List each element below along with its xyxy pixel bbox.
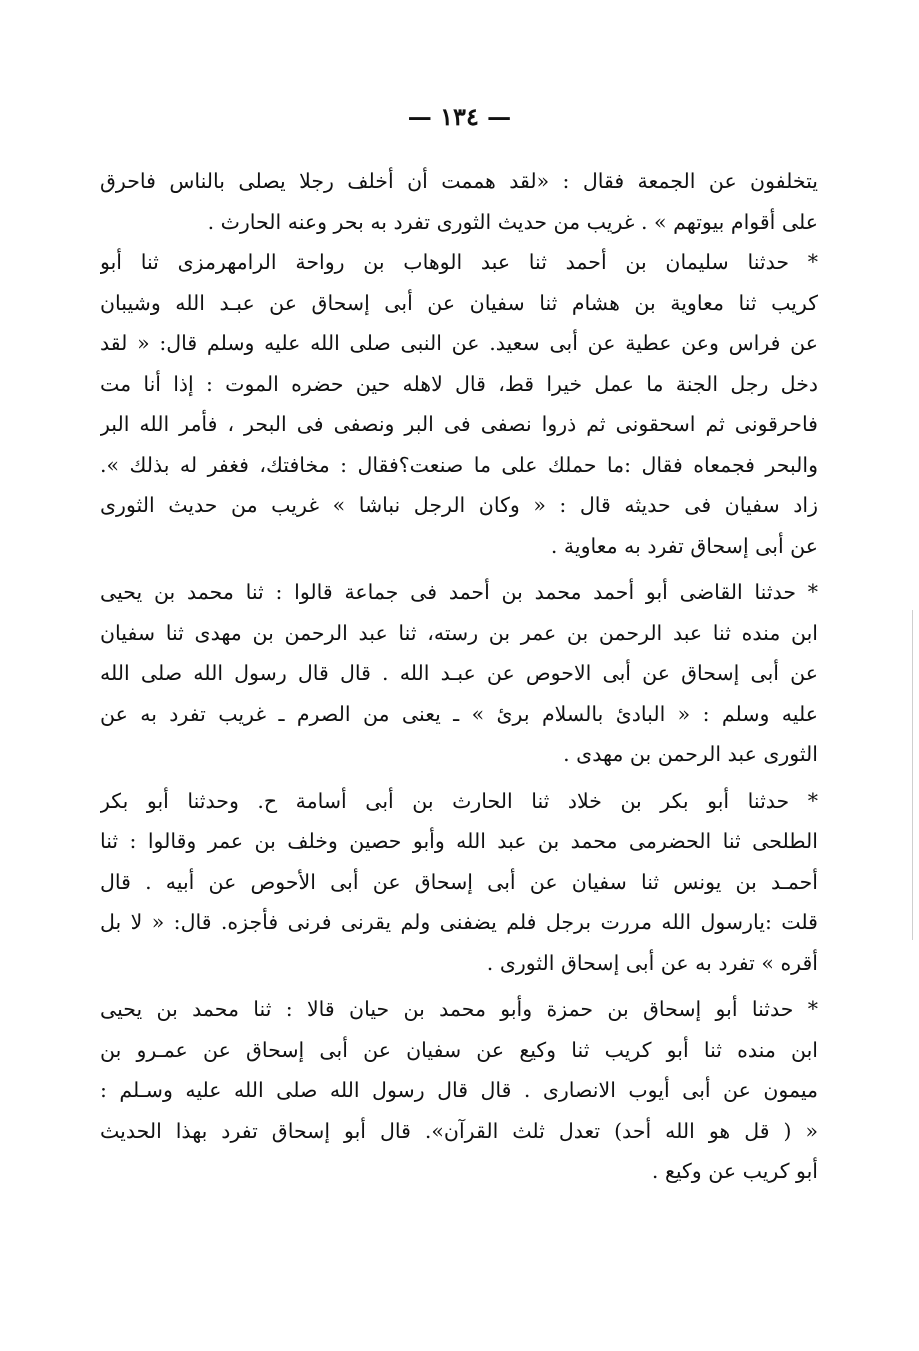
text-line: ميمون عن أبى أيوب الانصارى . قال قال رسول الله صلى الله عليه وسـلم :	[100, 1078, 818, 1102]
text-line: على أقوام بيوتهم » . غريب من حديث الثورى تفرد به بحر وعنه الحارث .	[207, 209, 818, 234]
text-line: زاد سفيان فى حديثه قال : « وكان الرجل نباشا » غريب من حديث الثورى	[100, 493, 818, 517]
text-line: « ( قل هو الله أحد) تعدل ثلث القرآن». قال أبو إسحاق تفرد بهذا الحديث	[100, 1118, 818, 1143]
text-line: ابن منده ثنا عبد الرحمن بن عمر بن رسته، ثنا عبد الرحمن بن مهدى ثنا سفيان	[100, 620, 818, 645]
body-text	[100, 161, 818, 1192]
scan-margin-line	[912, 610, 913, 940]
paragraph	[100, 989, 818, 1192]
text-line: * حدثنا أبو بكر بن خلاد ثنا الحارث بن أبى أسامة ح. وحدثنا أبو بكر	[100, 788, 818, 813]
paragraph	[100, 781, 818, 984]
paragraph	[100, 572, 818, 775]
text-line: يتخلفون عن الجمعة فقال : «لقد هممت أن أخلف رجلا يصلى بالناس فاحرق	[100, 169, 818, 193]
text-line: عليه وسلم : « البادئ بالسلام برئ » ـ يعنى من الصرم ـ غريب تفرد به عن	[100, 701, 818, 726]
text-line: عن أبى إسحاق عن أبى الاحوص عن عبـد الله . قال قال رسول الله صلى الله	[100, 661, 818, 685]
text-line: ابن منده ثنا أبو كريب ثنا وكيع عن سفيان عن أبى إسحاق عن عمـرو بن	[100, 1037, 818, 1062]
paragraph	[100, 161, 818, 242]
paragraph	[100, 242, 818, 566]
text-line: أحمـد بن يونس ثنا سفيان عن أبى إسحاق عن أبى الأحوص عن أبيه . قال	[100, 869, 818, 894]
text-line: عن أبى إسحاق تفرد به معاوية .	[550, 533, 818, 558]
page-number: — ١٣٤ —	[407, 102, 512, 131]
text-line: الطلحى ثنا الحضرمى محمد بن عبد الله وأبو حصين وخلف بن عمر وقالوا : ثنا	[100, 829, 818, 853]
text-line: أبو كريب عن وكيع .	[651, 1159, 818, 1183]
text-line: دخل رجل الجنة ما عمل خيرا قط، قال لاهله حين حضره الموت : إذا أنا مت	[100, 371, 818, 396]
text-line: عن فراس وعن عطية عن أبى سعيد. عن النبى صلى الله عليه وسلم قال: « لقد	[100, 331, 818, 355]
text-line: * حدثنا القاضى أبو أحمد محمد بن أحمد فى جماعة قالوا : ثنا محمد بن يحيى	[100, 580, 818, 604]
text-line: * حدثنا سليمان بن أحمد ثنا عبد الوهاب بن رواحة الرامهرمزى ثنا أبو	[100, 250, 818, 274]
text-line: الثورى عبد الرحمن بن مهدى .	[563, 742, 818, 766]
text-line: * حدثنا أبو إسحاق بن حمزة وأبو محمد بن حيان قالا : ثنا محمد بن يحيى	[100, 997, 818, 1021]
text-line: أقره » تفرد به عن أبى إسحاق الثورى .	[486, 950, 818, 975]
text-line: فاحرقونى ثم اسحقونى ثم ذروا نصفى فى البر ونصفى فى البحر ، فأمر الله البر	[100, 412, 818, 436]
text-line: كريب ثنا معاوية بن هشام ثنا سفيان عن أبى إسحاق عن عبـد الله وشيبان	[100, 290, 818, 315]
text-line: قلت :يارسول الله مررت برجل فلم يضفنى ولم يقرنى فرنى فأجزه. قال: « لا بل	[100, 910, 818, 934]
text-line: والبحر فجمعاه فقال :ما حملك على ما صنعت؟فقال : مخافتك، فغفر له بذلك ».	[100, 452, 818, 477]
